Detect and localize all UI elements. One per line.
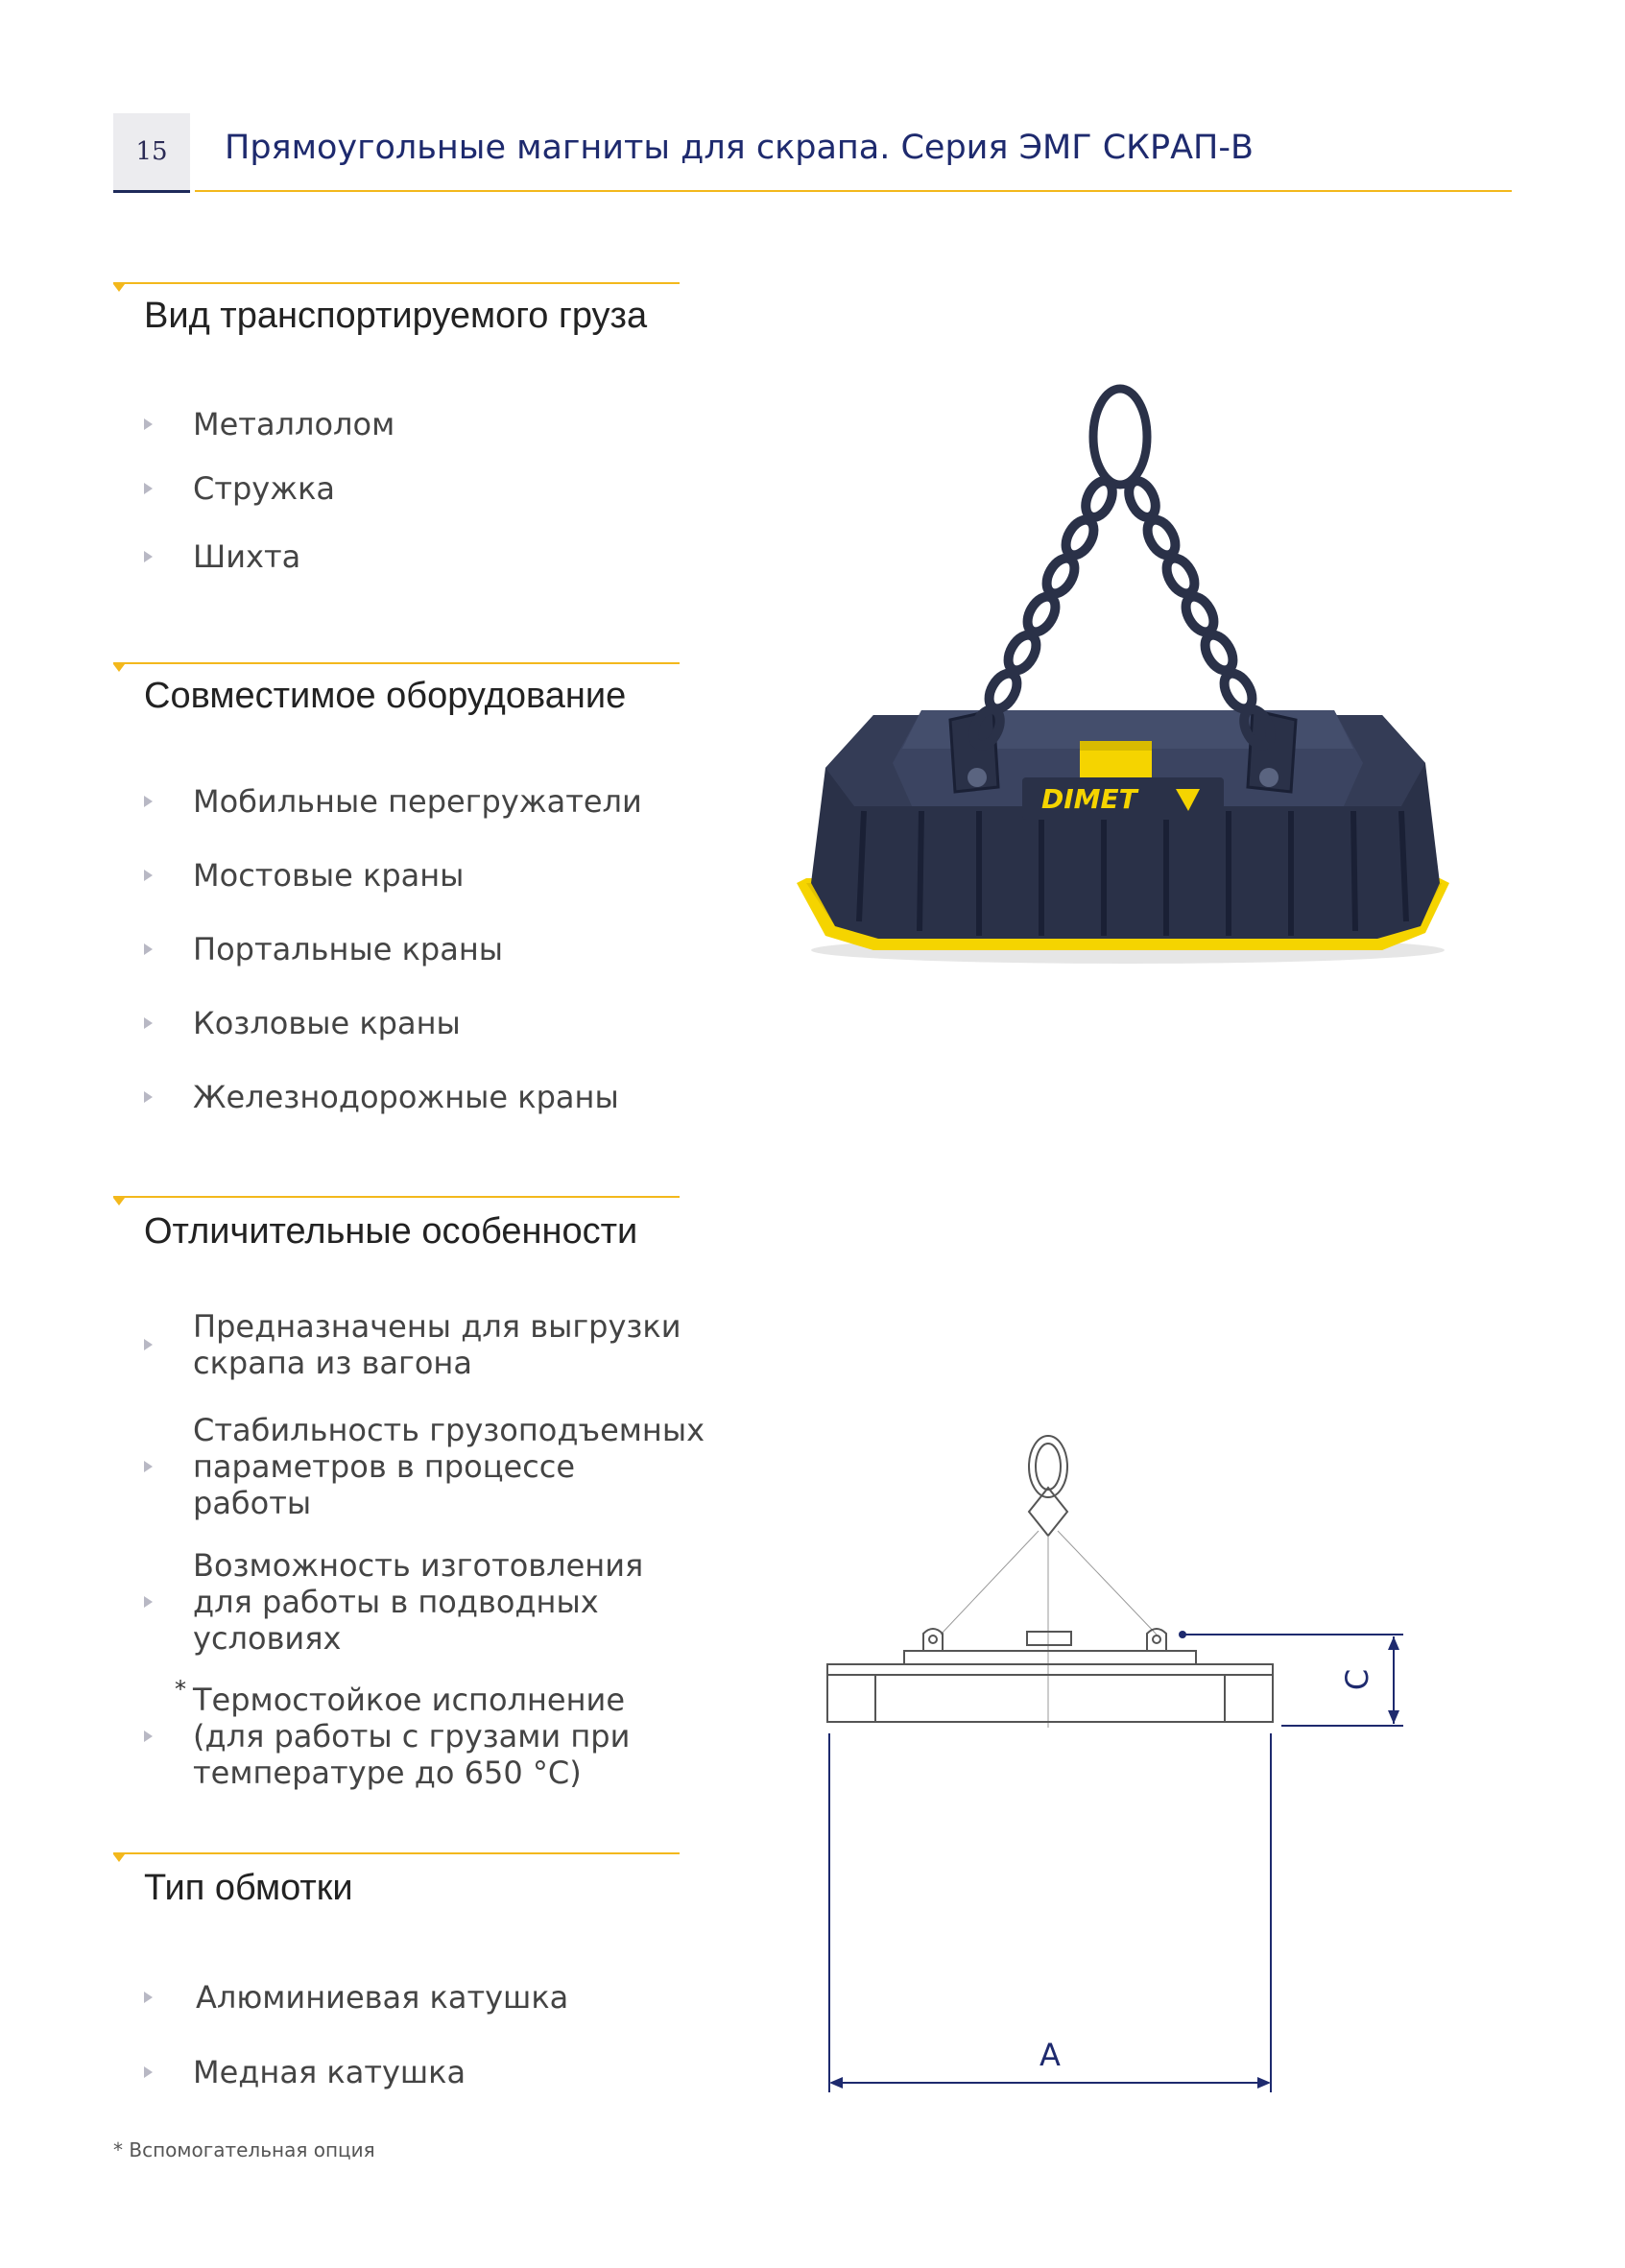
list-item: Предназначены для выгрузки скрапа из вагона bbox=[144, 1308, 681, 1381]
page-number: 15 bbox=[113, 113, 190, 193]
bullet-icon bbox=[144, 2066, 153, 2078]
list-item: Мобильные перегружатели bbox=[144, 783, 642, 820]
list-item: Стружка bbox=[144, 470, 335, 507]
list-item: Медная катушка bbox=[144, 2054, 466, 2090]
list-item: Мостовые краны bbox=[144, 857, 464, 894]
list-item: Металлолом bbox=[144, 406, 394, 442]
bullet-icon bbox=[144, 483, 153, 494]
list-item: Алюминиевая катушка bbox=[144, 1979, 568, 2016]
bullet-icon bbox=[144, 1596, 153, 1608]
dimension-drawing bbox=[816, 1420, 1430, 2112]
list-item: Железнодорожные краны bbox=[144, 1079, 619, 1115]
bullet-icon bbox=[144, 1091, 153, 1103]
list-item: Термостойкое исполнение (для работы с грузами при температуре до 650 °C) bbox=[144, 1682, 630, 1791]
bullet-icon bbox=[144, 551, 153, 562]
section-title-features: Отличительные особенности bbox=[144, 1211, 638, 1252]
dimension-c-label: C bbox=[1339, 1668, 1375, 1691]
brand-label: DIMET bbox=[1041, 783, 1137, 815]
list-item: Возможность изготовления для работы в подводных условиях bbox=[144, 1547, 643, 1657]
bullet-icon bbox=[144, 870, 153, 881]
bullet-icon bbox=[144, 1461, 153, 1472]
option-asterisk: * bbox=[175, 1676, 186, 1703]
bullet-icon bbox=[144, 1731, 153, 1742]
bullet-icon bbox=[144, 943, 153, 955]
list-item: Шихта bbox=[144, 538, 300, 575]
footnote: * Вспомогательная опция bbox=[113, 2138, 375, 2161]
section-title-equipment: Совместимое оборудование bbox=[144, 676, 627, 716]
list-item: Портальные краны bbox=[144, 931, 503, 967]
dimension-a-label: A bbox=[1040, 2037, 1061, 2073]
section-divider bbox=[113, 1196, 680, 1198]
bullet-icon bbox=[144, 796, 153, 807]
section-title-winding: Тип обмотки bbox=[144, 1868, 353, 1908]
section-marker bbox=[113, 1198, 125, 1206]
section-title-cargo: Вид транспортируемого груза bbox=[144, 296, 648, 336]
section-divider bbox=[113, 662, 680, 664]
bullet-icon bbox=[144, 1339, 153, 1350]
bullet-icon bbox=[144, 1992, 153, 2003]
list-item: Козловые краны bbox=[144, 1005, 461, 1041]
magnet-product-image bbox=[787, 384, 1459, 979]
list-item: Стабильность грузоподъемных параметров в процессе работы bbox=[144, 1412, 705, 1521]
section-marker bbox=[113, 284, 125, 292]
header-divider bbox=[195, 190, 1512, 192]
section-marker bbox=[113, 1854, 125, 1862]
section-divider bbox=[113, 282, 680, 284]
page-title: Прямоугольные магниты для скрапа. Серия ЭМГ СКРАП-В bbox=[225, 129, 1255, 167]
bullet-icon bbox=[144, 418, 153, 430]
section-divider bbox=[113, 1852, 680, 1854]
bullet-icon bbox=[144, 1017, 153, 1029]
section-marker bbox=[113, 664, 125, 672]
